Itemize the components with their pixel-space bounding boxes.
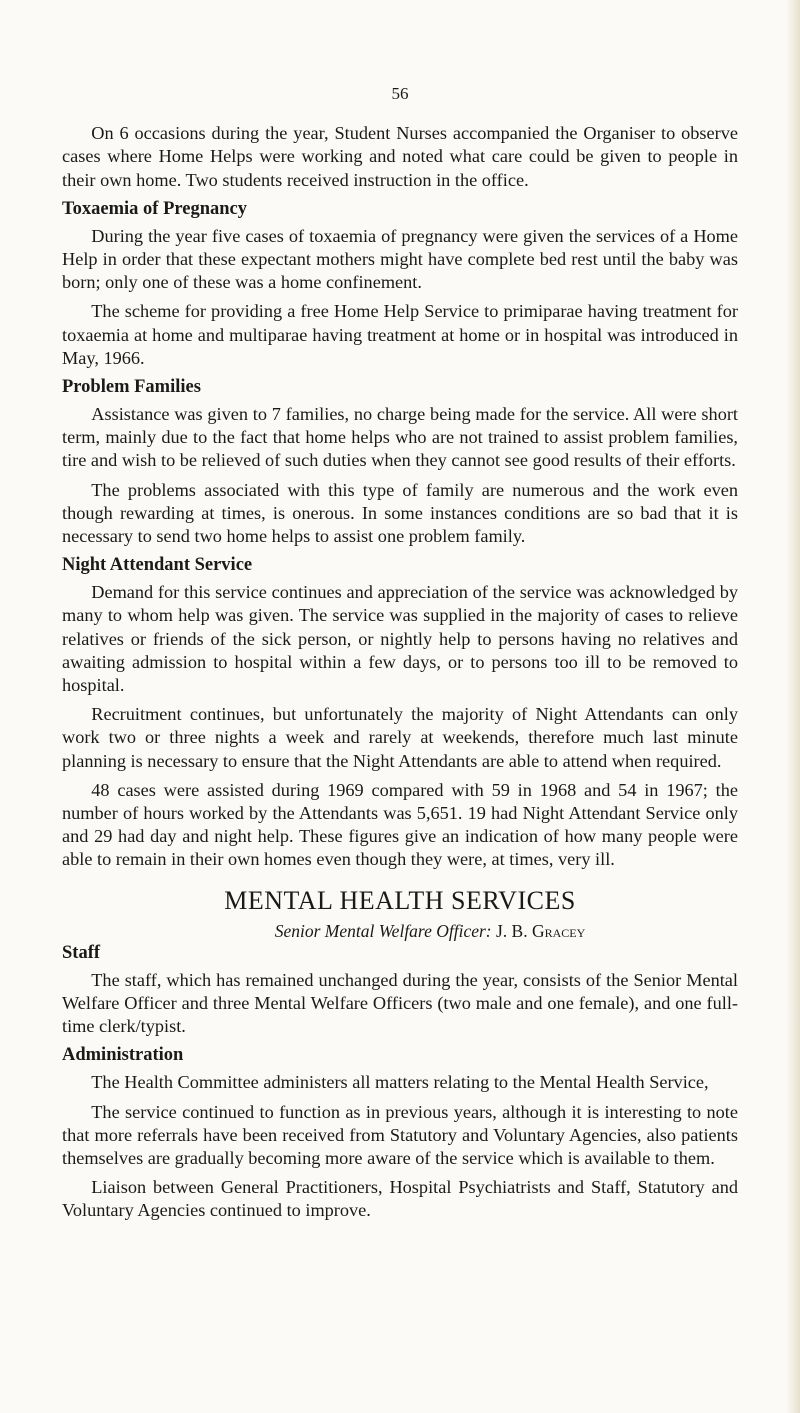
section-mental-health — [62, 886, 738, 942]
section-night-attendant — [62, 554, 738, 871]
paragraph: Liaison between General Practitioners, Hospital Psychiatrists and Staff, Statutory and Voluntary Agencies continued to improve. — [62, 1177, 738, 1221]
heading-administration: Administration — [62, 1045, 184, 1066]
paragraph: The service continued to function as in previous years, although it is interesting to note that more referrals have been received from Statutory and Voluntary Agencies, also patients themselves are gradually becoming more aware of the service which is available to them. — [62, 1101, 738, 1168]
section-administration — [62, 1044, 738, 1222]
section-toxaemia — [62, 198, 738, 370]
heading-toxaemia: Toxaemia of Pregnancy — [62, 198, 247, 219]
heading-night-attendant: Night Attendant Service — [62, 555, 253, 576]
section-problem-families — [62, 376, 738, 548]
heading-problem-families: Problem Families — [62, 377, 201, 398]
paragraph: The Health Committee administers all matters relating to the Mental Health Service, — [91, 1072, 709, 1093]
paragraph: During the year five cases of toxaemia of pregnancy were given the services of a Home Help in order that these expectant mothers might have complete bed rest until the baby was born; only one of these was a home confinement. — [62, 225, 738, 293]
paragraph: Assistance was given to 7 families, no charge being made for the service. All were short term, mainly due to the fact that home helps who are not trained to assist problem families, tire and wish to be relieved of such duties when they cannot see good results of their efforts. — [62, 404, 738, 471]
intro-paragraph: On 6 occasions during the year, Student Nurses accompanied the Organiser to observe cases where Home Helps were working and noted what care could be given to people in their own home. Two students received instruction in the office. — [62, 123, 738, 190]
paragraph: Demand for this service continues and appreciation of the service was acknowledged by many to whom help was given. The service was supplied in the majority of cases to relieve relatives or friends of the sick person, or nightly help to persons having no relatives and awaiting admission to hospital within a few days, or to persons too ill to be removed to hospital. — [62, 582, 738, 696]
paragraph: Recruitment continues, but unfortunately the majority of Night Attendants can only work two or three nights a week and rarely at weekends, therefore much last minute planning is necessary to ensure that the Night Attendants are able to attend when required. — [62, 704, 738, 771]
heading-staff: Staff — [62, 942, 101, 963]
paragraph: The problems associated with this type of family are numerous and the work even though rewarding at times, is onerous. In some instances conditions are so bad that it is necessary to send two home helps to assist one problem family. — [62, 479, 738, 547]
officer-name: J. B. Gracey — [496, 920, 586, 941]
paragraph: 48 cases were assisted during 1969 compared with 59 in 1968 and 54 in 1967; the number of hours worked by the Attendants was 5,651. 19 had Night Attendant Service only and 29 had day and night help. These figures give an indication of how many people were able to remain in their own homes even though they were, at times, very ill. — [62, 779, 738, 870]
officer-role: Senior Mental Welfare Officer: — [274, 920, 492, 941]
section-staff — [62, 942, 738, 1039]
paragraph: The scheme for providing a free Home Help Service to primiparae having treatment for toxaemia at home and multiparae having treatment at home or in hospital was introduced in May, 1966. — [62, 301, 738, 368]
page-number: 56 — [391, 84, 409, 103]
mental-health-title: MENTAL HEALTH SERVICES — [224, 885, 576, 915]
page-edge-shadow — [786, 0, 800, 1413]
senior-officer-line — [122, 920, 738, 942]
document-page — [62, 82, 738, 1229]
paragraph: The staff, which has remained unchanged during the year, consists of the Senior Mental Welfare Officer and three Mental Welfare Officers (two male and one female), and one full-time clerk/typist. — [62, 969, 738, 1037]
